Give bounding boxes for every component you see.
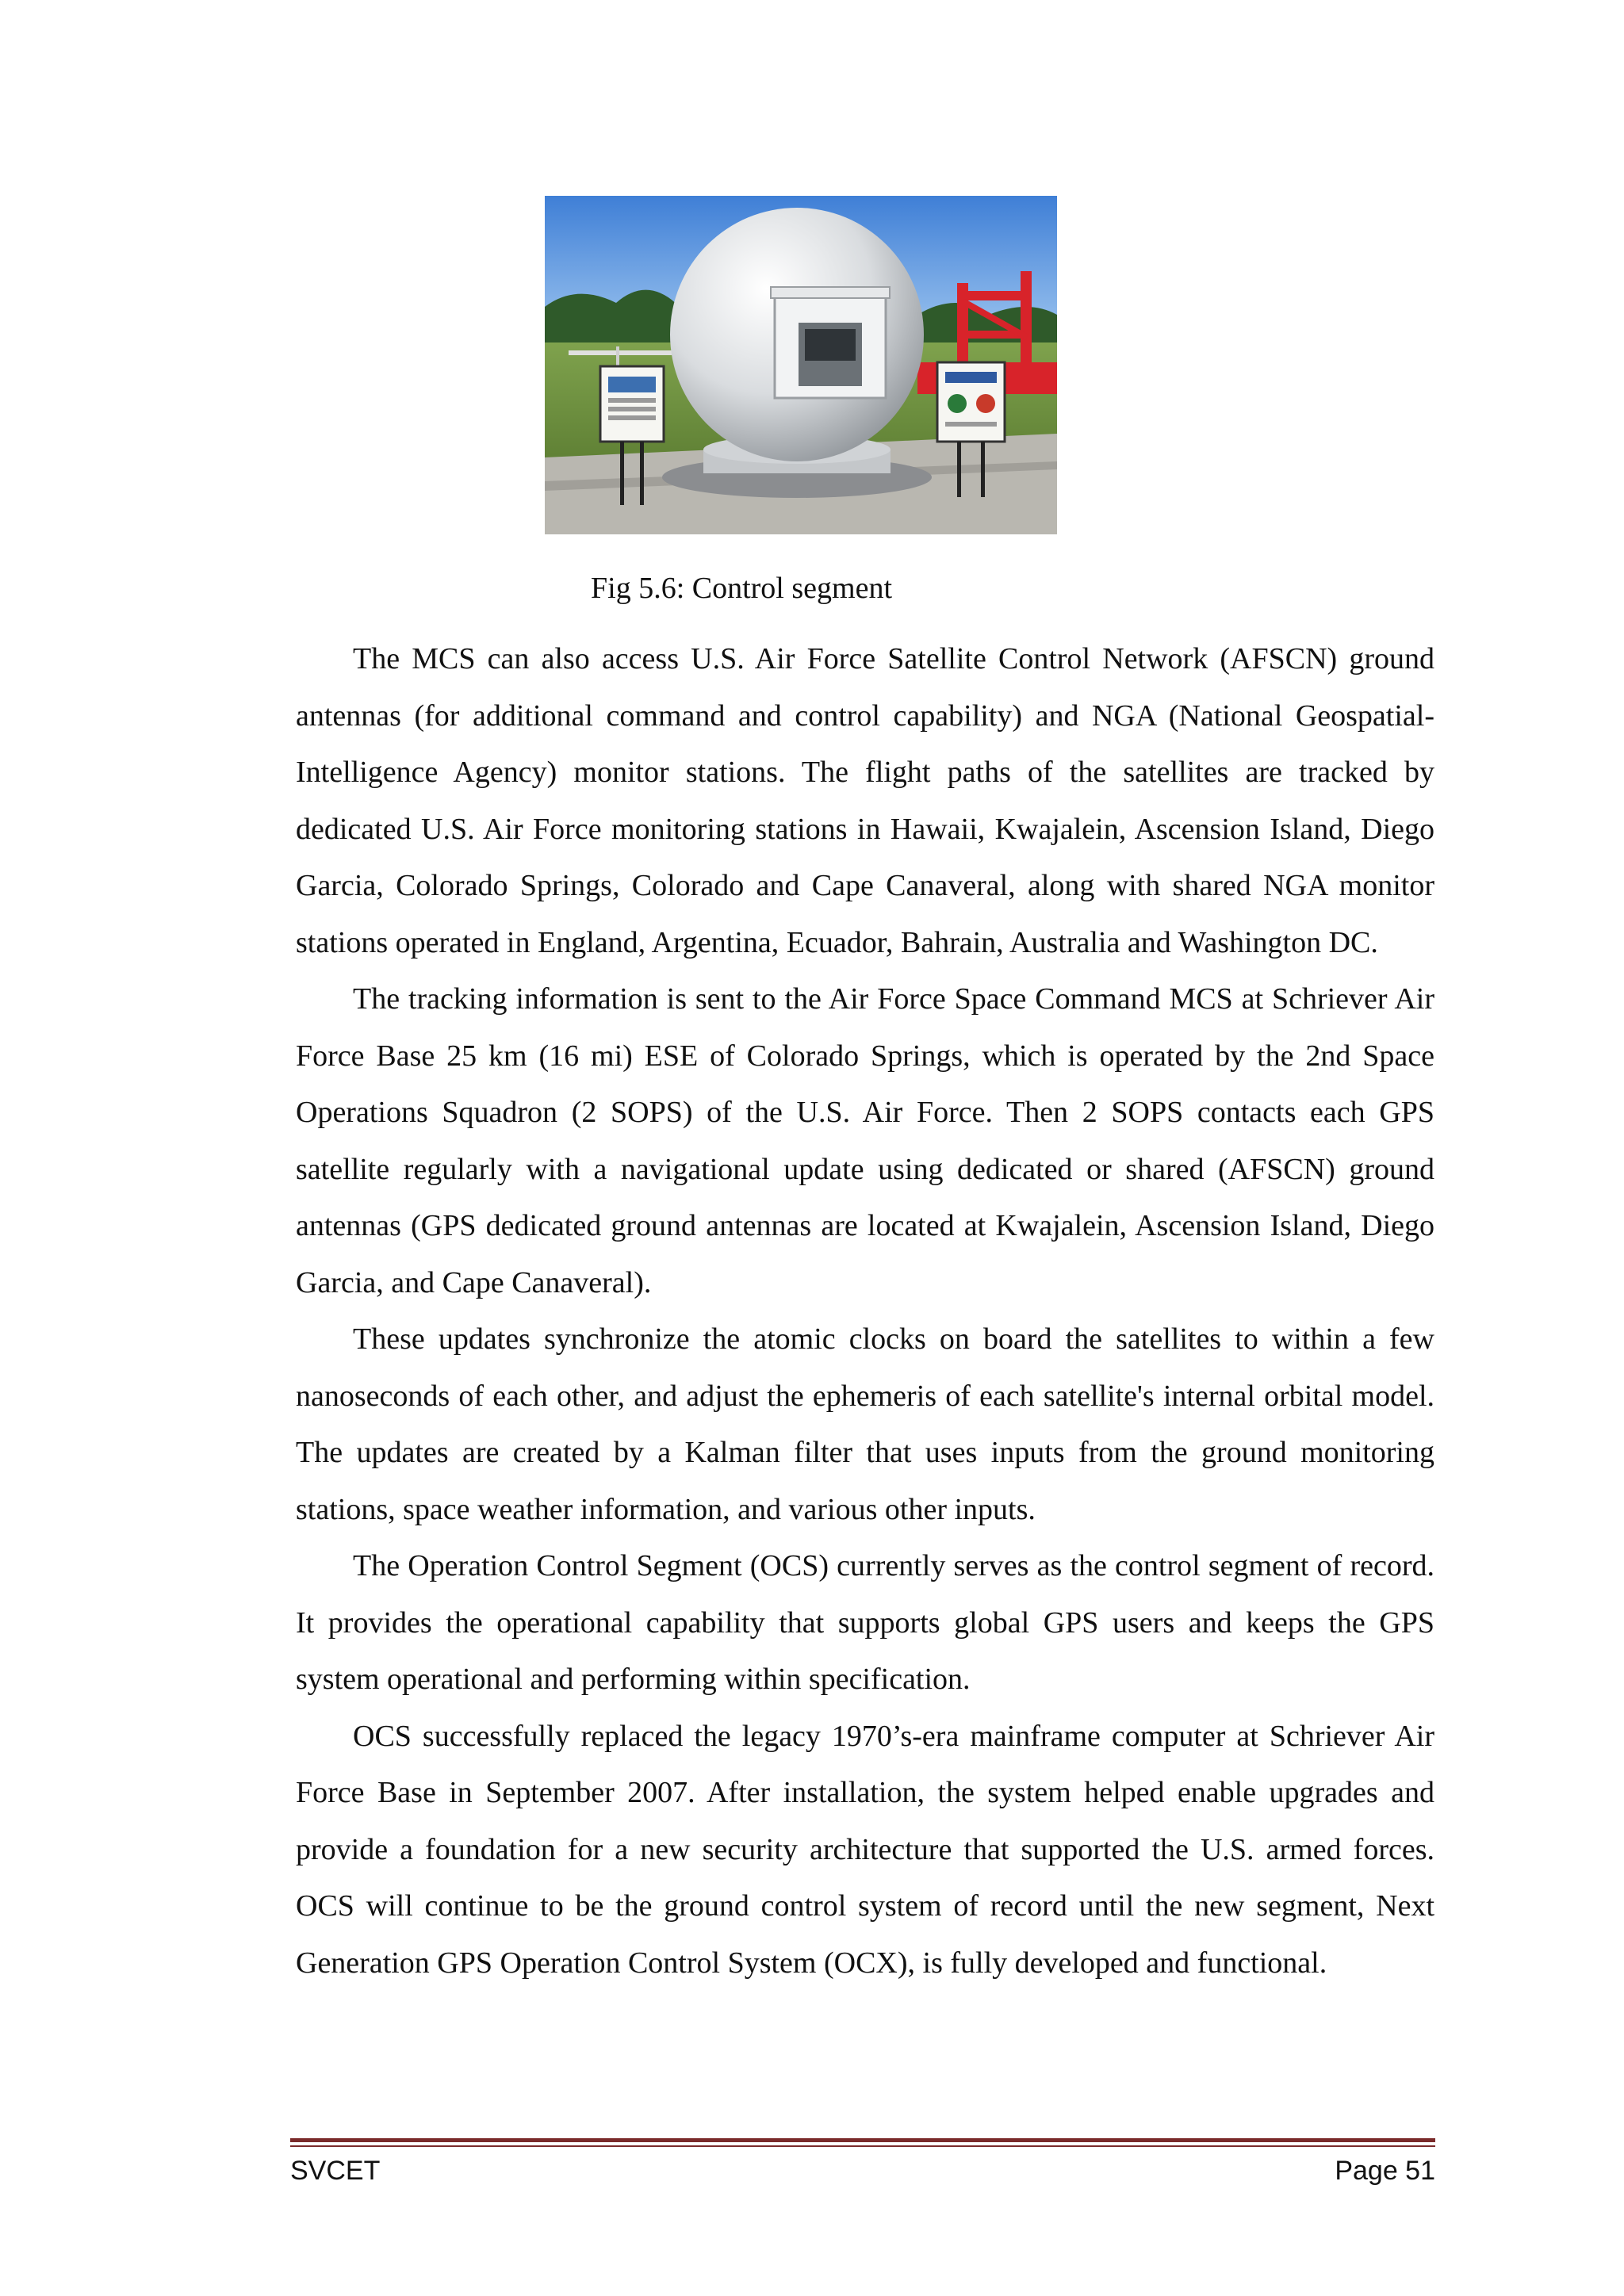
footer-divider-thin: [290, 2145, 1435, 2147]
figure-caption: Fig 5.6: Control segment: [591, 572, 892, 605]
page-number: Page 51: [1335, 2156, 1435, 2186]
footer-institution: SVCET: [290, 2156, 381, 2186]
body-text: [296, 631, 1434, 1992]
paragraph: The MCS can also access U.S. Air Force Satellite Control Network (AFSCN) ground antennas (for additional command and control capability) and NGA (National Geospatial-Intelligence Agency) monitor stations. The flight paths of the satellites are tracked by dedicated U.S. Air Force monitoring stations in Hawaii, Kwajalein, Ascension Island, Diego Garcia, Colorado Springs, Colorado and Cape Canaveral, along with shared NGA monitor stations operated in England, Argentina, Ecuador, Bahrain, Australia and Washington DC.: [296, 642, 1434, 959]
paragraph: The Operation Control Segment (OCS) currently serves as the control segment of record. It provides the operational capability that supports global GPS users and keeps the GPS system operational and performing within specification.: [296, 1549, 1434, 1696]
control-segment-photo: [545, 196, 1057, 534]
paragraph: The tracking information is sent to the Air Force Space Command MCS at Schriever Air Force Base 25 km (16 mi) ESE of Colorado Springs, which is operated by the 2nd Space Operations Squadron (2 SOPS) of the U.S. Air Force. Then 2 SOPS contacts each GPS satellite regularly with a navigational update using dedicated or shared (AFSCN) ground antennas (GPS dedicated ground antennas are located at Kwajalein, Ascension Island, Diego Garcia, and Cape Canaveral).: [296, 982, 1434, 1299]
paragraph: These updates synchronize the atomic clocks on board the satellites to within a few nanoseconds of each other, and adjust the ephemeris of each satellite's internal orbital model. The updates are created by a Kalman filter that uses inputs from the ground monitoring stations, space weather information, and various other inputs.: [296, 1322, 1434, 1526]
paragraph: OCS successfully replaced the legacy 1970’s-era mainframe computer at Schriever Air Force Base in September 2007. After installation, the system helped enable upgrades and provide a foundation for a new security architecture that supported the U.S. armed forces. OCS will continue to be the ground control system of record until the new segment, Next Generation GPS Operation Control System (OCX), is fully developed and functional.: [296, 1719, 1434, 1980]
footer-divider: [290, 2138, 1435, 2142]
